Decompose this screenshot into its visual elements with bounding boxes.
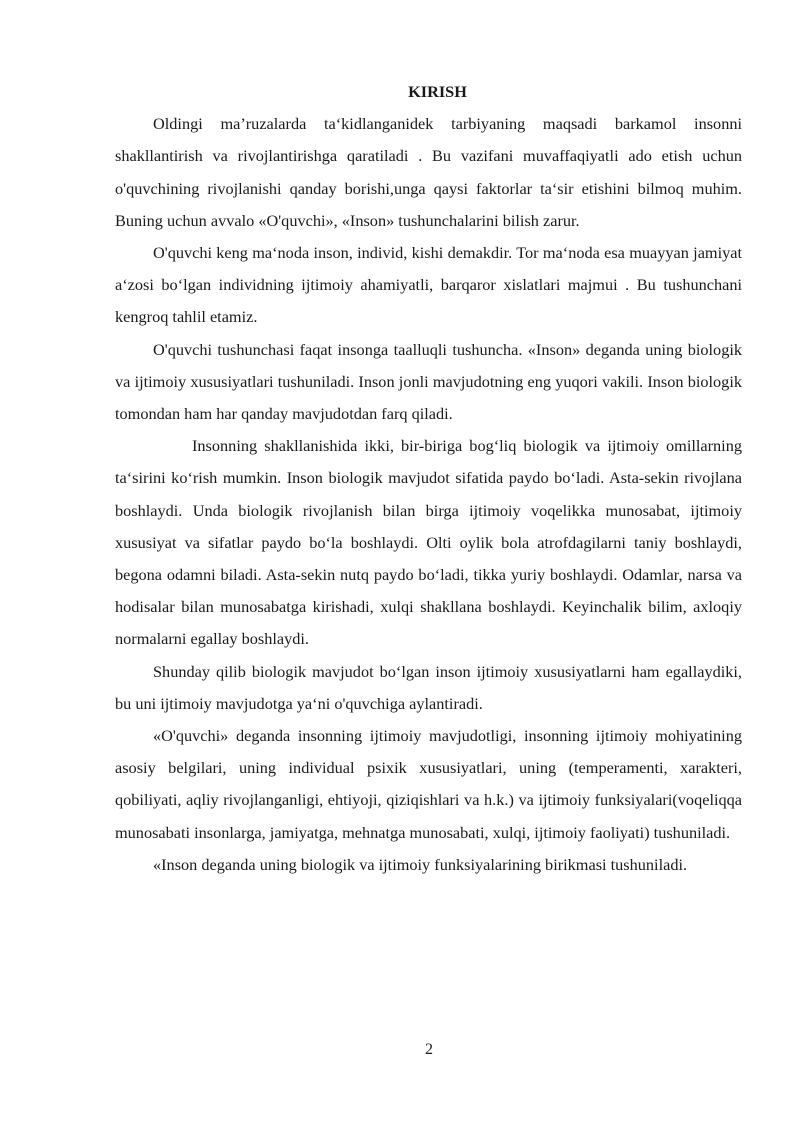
paragraph-formation: Insonning shakllanishida ikki, bir-biriga bog‘liq biologik va ijtimoiy omillarning ta‘sirini ko‘rish mumkin. Inson biologik mavjudot sifatida paydo bo‘ladi. Asta-sekin rivojlana boshlaydi. Unda biologik rivojlanish bilan birga ijtimoiy voqelikka munosabat, ijtimoiy xususiyat va sifatlar paydo bo‘la boshlaydi. Olti oylik bola atrofdagilarni taniy boshlaydi, begona odamni biladi. Asta-sekin nutq paydo bo‘ladi, tikka yuriy boshlaydi. Odamlar, narsa va hodisalar bilan munosabatga kirishadi, xulqi shakllana boshlaydi. Keyinchalik bilim, axloqiy normalarni egallay boshlaydi. [115,436,742,649]
paragraph-definition: O'quvchi keng ma‘noda inson, individ, kishi demakdir. Tor ma‘noda esa muayyan jamiyat a‘zosi bo‘lgan individning ijtimoiy ahamiyatli, barqaror xislatlari majmui . Bu tushunchani kengroq tahlil etamiz. [115,243,742,327]
document-body [115,76,742,881]
paragraph-social-being: Shunday qilib biologik mavjudot bo‘lgan inson ijtimoiy xususiyatlarni ham egallaydiki, bu uni ijtimoiy mavjudotga ya‘ni o'quvchiga aylantiradi. [115,661,742,713]
paragraph-inson-concept: O'quvchi tushunchasi faqat insonga taalluqli tushuncha. «Inson» deganda uning biologik va ijtimoiy xususiyatlari tushuniladi. Inson jonli mavjudotning eng yuqori vakili. Inson biologik tomondan ham har qanday mavjudotdan farq qiladi. [115,339,742,424]
paragraph-intro: Oldingi ma’ruzalarda ta‘kidlanganidek tarbiyaning maqsadi barkamol insonni shakllantirish va rivojlantirishga qaratiladi . Bu vazifani muvaffaqiyatli ado etish uchun o'quvchining rivojlanishi qanday borishi,unga qaysi faktorlar ta‘sir etishini bilmoq muhim. Buning uchun avvalo «O'quvchi», «Inson» tushunchalarini bilish zarur. [115,114,742,230]
document-title: KIRISH [408,82,467,101]
paragraph-oquvchi-meaning: «O'quvchi» deganda insonning ijtimoiy mavjudotligi, insonning ijtimoiy mohiyatining asosiy belgilari, uning individual psixik xususiyatlari, uning (temperamenti, xarakteri, qobiliyati, aqliy rivojlanganligi, ehtiyoji, qiziqishlari va h.k.) va ijtimoiy funksiyalari(voqeliqqa munosabati insonlarga, jamiyatga, mehnatga munosabati, xulqi, ijtimoiy faoliyati) tushuniladi. [115,726,742,842]
page-number: 2 [425,1041,433,1058]
paragraph-inson-meaning: «Inson deganda uning biologik va ijtimoiy funksiyalarining birikmasi tushuniladi. [153,854,688,874]
